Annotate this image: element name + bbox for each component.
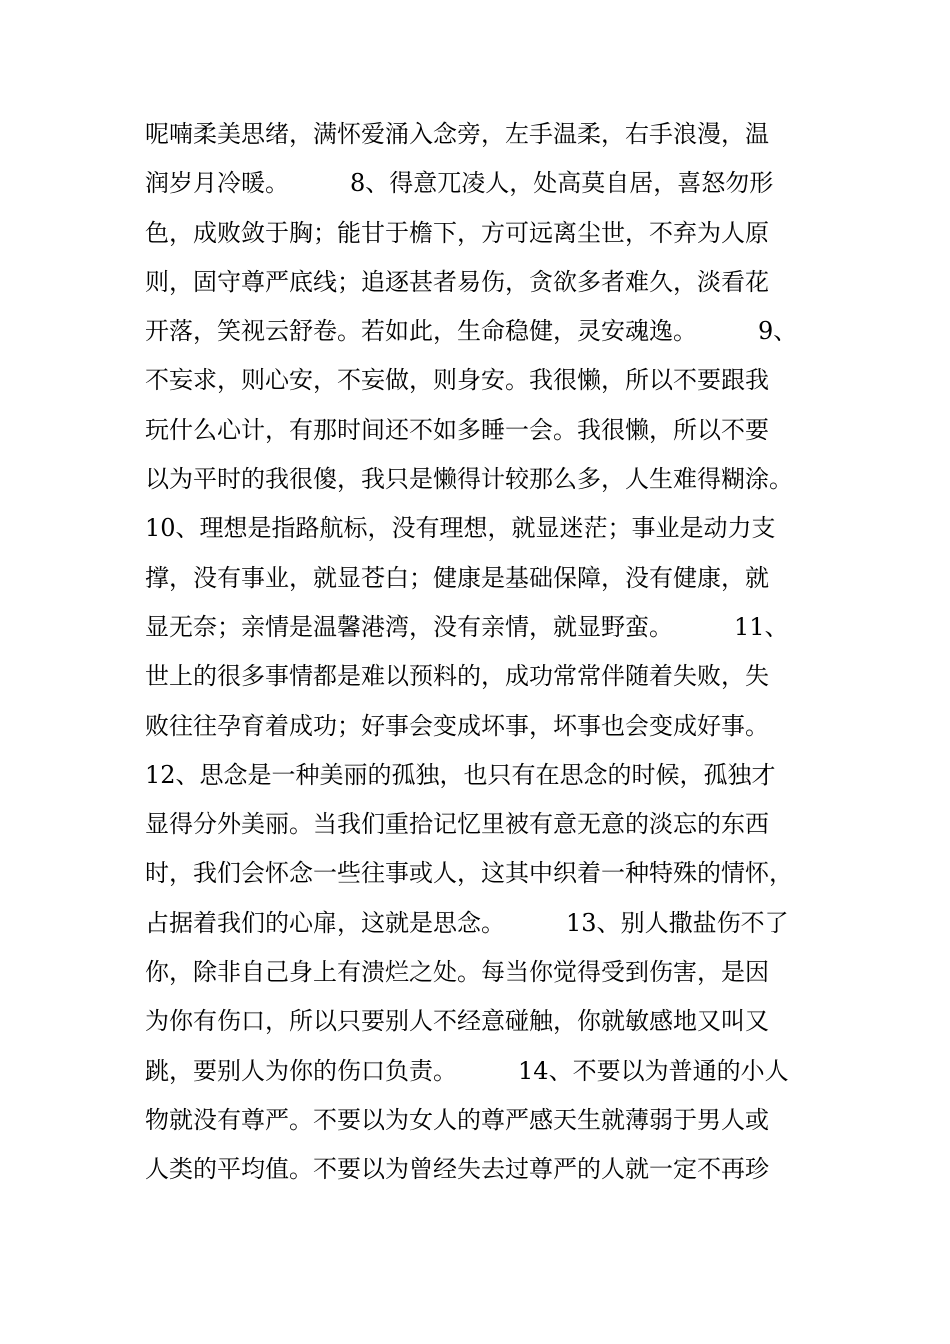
text-line: 物就没有尊严。不要以为女人的尊严感天生就薄弱于男人或 [145, 1105, 769, 1134]
text-line: 以为平时的我很傻，我只是懒得计较那么多，人生难得糊涂。 [145, 465, 793, 494]
text-line: 世上的很多事情都是难以预料的，成功常常伴随着失败，失 [145, 662, 769, 691]
text-line: 撑，没有事业，就显苍白；健康是基础保障，没有健康，就 [145, 563, 769, 592]
text-line: 不妄求，则心安，不妄做，则身安。我很懒，所以不要跟我 [145, 366, 769, 395]
text-line: 12、思念是一种美丽的孤独，也只有在思念的时候，孤独才 [145, 760, 776, 789]
text-line: 开落，笑视云舒卷。若如此，生命稳健，灵安魂逸。 9、 [145, 317, 798, 346]
text-line: 色，成败敛于胸；能甘于檐下，方可远离尘世，不弃为人原 [145, 218, 769, 247]
text-line: 则，固守尊严底线；追逐甚者易伤，贪欲多者难久，淡看花 [145, 267, 769, 296]
text-line: 显得分外美丽。当我们重拾记忆里被有意无意的淡忘的东西 [145, 810, 769, 839]
text-line: 占据着我们的心扉，这就是思念。 13、别人撒盐伤不了 [145, 908, 789, 937]
text-line: 跳，要别人为你的伤口负责。 14、不要以为普通的小人 [145, 1056, 789, 1085]
body-text [145, 110, 810, 1195]
text-line: 呢喃柔美思绪，满怀爱涌入念旁，左手温柔，右手浪漫，温 [145, 120, 769, 148]
text-line: 玩什么心计，有那时间还不如多睡一会。我很懒，所以不要 [145, 415, 769, 444]
text-line: 人类的平均值。不要以为曾经失去过尊严的人就一定不再珍 [145, 1155, 769, 1184]
text-line: 显无奈；亲情是温馨港湾，没有亲情，就显野蛮。 11、 [145, 612, 789, 641]
text-line: 败往往孕育着成功；好事会变成坏事，坏事也会变成好事。 [145, 711, 769, 740]
text-line: 为你有伤口，所以只要别人不经意碰触，你就敏感地又叫又 [145, 1007, 769, 1036]
text-line: 时，我们会怀念一些往事或人，这其中织着一种特殊的情怀， [145, 859, 793, 888]
text-line: 10、理想是指路航标，没有理想，就显迷茫；事业是动力支 [145, 514, 776, 543]
text-line: 润岁月冷暖。 8、得意兀凌人，处高莫自居，喜怒勿形 [145, 169, 774, 198]
text-line: 你，除非自己身上有溃烂之处。每当你觉得受到伤害，是因 [145, 958, 769, 987]
